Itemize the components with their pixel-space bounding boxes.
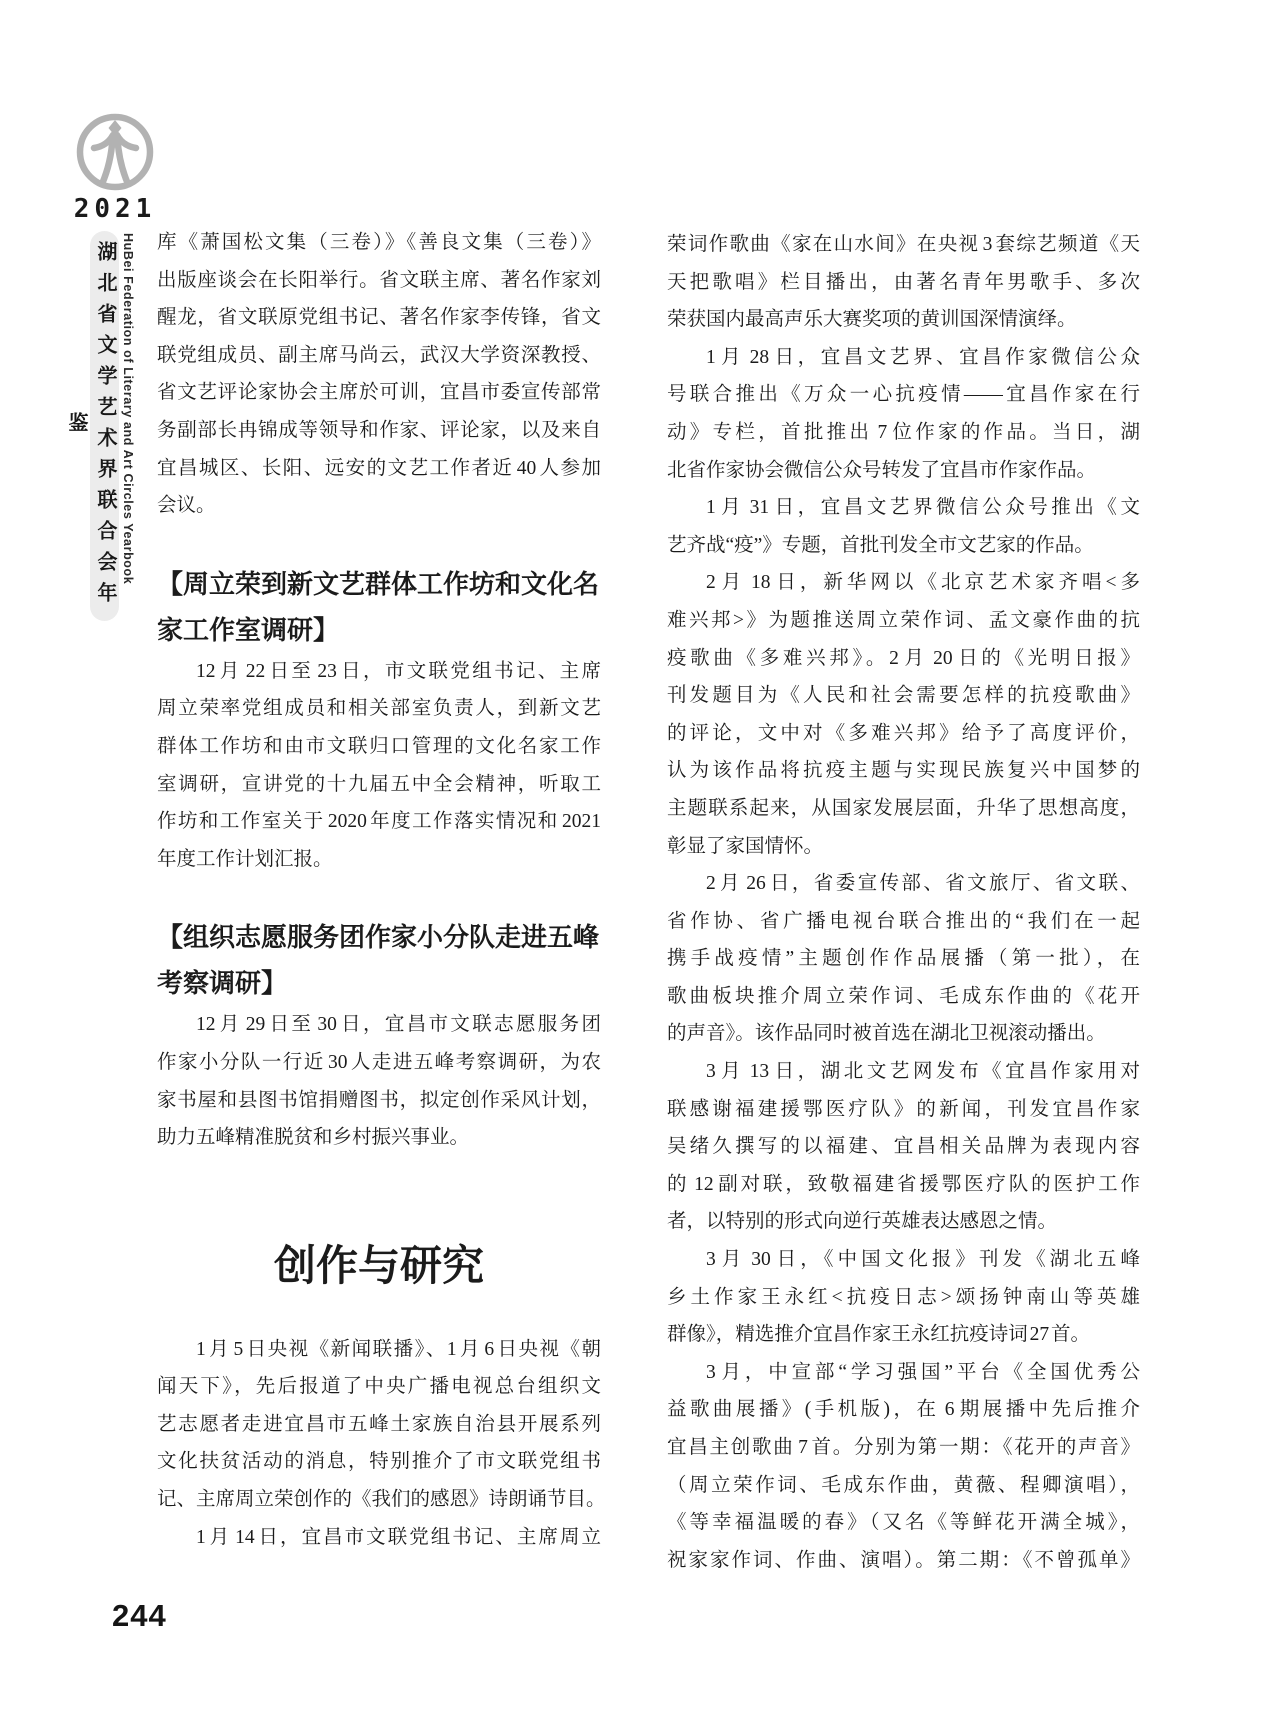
text-line: 闻天下》，先后报道了中央广播电视总台组织文 bbox=[157, 1376, 601, 1398]
body-paragraph bbox=[157, 1006, 601, 1156]
text-line: 家工作室调研】 bbox=[157, 614, 340, 645]
sidebar-title-english: HuBei Federation of Literary and Art Circles Yearbook bbox=[121, 233, 135, 585]
section-heading bbox=[157, 914, 601, 1006]
text-line: 创作与研究 bbox=[273, 1241, 484, 1289]
text-line: 考察调研】 bbox=[157, 968, 288, 999]
text-line: 作家小分队一行近 30 人走进五峰考察调研，为农 bbox=[157, 1051, 601, 1073]
text-line: 3 月，中宣部“学习强国”平台《全国优秀公 bbox=[706, 1361, 1140, 1383]
text-line: 宜昌城区、长阳、远安的文艺工作者近 40 人参加 bbox=[157, 457, 601, 479]
text-line: 省作协、省广播电视台联合推出的“我们在一起 bbox=[667, 910, 1140, 932]
body-paragraph bbox=[157, 1331, 606, 1519]
body-paragraph bbox=[667, 339, 1140, 489]
text-line: 3 月 30 日，《中国文化报》刊发《湖北五峰 bbox=[706, 1249, 1140, 1271]
text-line: 的声音》。该作品同时被首选在湖北卫视滚动播出。 bbox=[667, 1023, 1106, 1045]
body-paragraph bbox=[157, 224, 601, 525]
text-line: 动》专栏，首批推出 7 位作家的作品。当日，湖 bbox=[667, 421, 1140, 443]
text-line: 的评论，文中对《多难兴邦》给予了高度评价， bbox=[667, 722, 1140, 744]
text-line: 【组织志愿服务团作家小分队走进五峰 bbox=[157, 922, 600, 953]
text-line: 文化扶贫活动的消息，特别推介了市文联党组书 bbox=[157, 1451, 601, 1473]
text-line: （周立荣作词、毛成东作曲，黄薇、程卿演唱）， bbox=[667, 1474, 1140, 1496]
text-line: 醒龙，省文联原党组书记、著名作家李传锋，省文 bbox=[157, 307, 601, 329]
text-line: 祝家家作词、作曲、演唱）。第二期：《不曾孤单》 bbox=[667, 1549, 1140, 1571]
text-line: 《等幸福温暖的春》（又名《等鲜花开满全城》， bbox=[667, 1512, 1140, 1534]
text-line: 群体工作坊和由市文联归口管理的文化名家工作 bbox=[157, 735, 601, 757]
text-line: 艺齐战“疫”》专题，首批刊发全市文艺家的作品。 bbox=[667, 534, 1094, 556]
text-line: 会议。 bbox=[157, 495, 216, 517]
text-line: 【周立荣到新文艺群体工作坊和文化名 bbox=[157, 568, 600, 599]
text-line: 乡土作家王永红<抗疫日志>颂扬钟南山等英雄 bbox=[667, 1286, 1140, 1308]
text-line: 联党组成员、副主席马尚云，武汉大学资深教授、 bbox=[157, 344, 601, 366]
body-paragraph bbox=[667, 564, 1140, 865]
text-line: 北省作家协会微信公众号转发了宜昌市作家作品。 bbox=[667, 459, 1097, 481]
body-paragraph bbox=[667, 1053, 1140, 1241]
text-line: 认为该作品将抗疫主题与实现民族复兴中国梦的 bbox=[667, 760, 1140, 782]
text-line: 2 月 18 日，新华网以《北京艺术家齐唱<多 bbox=[706, 572, 1140, 594]
text-line: 省文艺评论家协会主席於可训，宜昌市委宣传部常 bbox=[157, 382, 601, 404]
text-line: 1 月 28 日，宜昌文艺界、宜昌作家微信公众 bbox=[706, 346, 1140, 368]
text-line: 号联合推出《万众一心抗疫情——宜昌作家在行 bbox=[667, 384, 1140, 406]
text-line: 家书屋和县图书馆捐赠图书，拟定创作采风计划， bbox=[157, 1089, 601, 1111]
yearbook-logo-block bbox=[70, 108, 160, 224]
text-line: 1 月 5 日央视《新闻联播》、1 月 6 日央视《朝 bbox=[196, 1338, 601, 1360]
section-title bbox=[157, 1237, 601, 1295]
text-line: 天把歌唱》栏目播出，由著名青年男歌手、多次 bbox=[667, 271, 1140, 293]
body-paragraph bbox=[667, 489, 1140, 564]
text-line: 年度工作计划汇报。 bbox=[157, 848, 333, 870]
text-line: 难兴邦>》为题推送周立荣作词、孟文豪作曲的抗 bbox=[667, 609, 1140, 631]
text-line: 联感谢福建援鄂医疗队》的新闻，刊发宜昌作家 bbox=[667, 1098, 1140, 1120]
body-paragraph bbox=[667, 226, 1140, 339]
text-line: 助力五峰精准脱贫和乡村振兴事业。 bbox=[157, 1127, 470, 1149]
body-paragraph bbox=[667, 1241, 1140, 1354]
text-line: 荣词作歌曲《家在山水间》在央视 3 套综艺频道《天 bbox=[667, 234, 1140, 255]
body-paragraph bbox=[157, 653, 601, 879]
text-line: 3 月 13 日，湖北文艺网发布《宜昌作家用对 bbox=[706, 1061, 1140, 1083]
text-line: 疫歌曲《多难兴邦》。2 月 20 日的《光明日报》 bbox=[667, 647, 1140, 669]
text-line: 艺志愿者走进宜昌市五峰土家族自治县开展系列 bbox=[157, 1413, 601, 1435]
cflac-logo-icon bbox=[74, 108, 156, 192]
text-line: 刊发题目为《人民和社会需要怎样的抗疫歌曲》 bbox=[667, 685, 1140, 707]
text-line: 歌曲板块推介周立荣作词、毛成东作曲的《花开 bbox=[667, 985, 1140, 1007]
logo-year-label: 2021 bbox=[73, 194, 157, 224]
text-line: 者，以特别的形式向逆行英雄表达感恩之情。 bbox=[667, 1211, 1058, 1233]
text-line: 记、主席周立荣创作的《我们的感恩》诗朗诵节目。 bbox=[157, 1489, 606, 1511]
text-line: 1 月 14 日，宜昌市文联党组书记、主席周立 bbox=[196, 1526, 601, 1548]
text-line: 库《萧国松文集（三卷）》《善良文集（三卷）》 bbox=[157, 232, 601, 253]
text-line: 务副部长冉锦成等领导和作家、评论家，以及来自 bbox=[157, 419, 601, 441]
text-line: 的 12 副对联，致敬福建省援鄂医疗队的医护工作 bbox=[667, 1173, 1140, 1195]
body-paragraph bbox=[667, 865, 1140, 1053]
body-paragraph bbox=[667, 1354, 1140, 1580]
text-line: 室调研，宣讲党的十九届五中全会精神，听取工 bbox=[157, 773, 601, 795]
body-paragraph bbox=[157, 1519, 601, 1557]
text-line: 群像》，精选推介宜昌作家王永红抗疫诗词 27 首。 bbox=[667, 1324, 1091, 1346]
text-line: 吴绪久撰写的以福建、宜昌相关品牌为表现内容 bbox=[667, 1136, 1140, 1158]
section-heading bbox=[157, 561, 601, 653]
text-line: 12 月 29 日至 30 日，宜昌市文联志愿服务团 bbox=[196, 1014, 601, 1036]
text-line: 出版座谈会在长阳举行。省文联主席、著名作家刘 bbox=[157, 269, 601, 291]
text-line: 彰显了家国情怀。 bbox=[667, 835, 824, 857]
right-column bbox=[667, 226, 1140, 1579]
text-line: 荣获国内最高声乐大赛奖项的黄训国深情演绎。 bbox=[667, 309, 1077, 331]
sidebar-title-chinese: 湖北省文学艺术界联合会年鉴 bbox=[65, 241, 116, 613]
text-line: 携手战疫情”主题创作作品展播（第一批），在 bbox=[667, 948, 1140, 970]
text-line: 12 月 22 日至 23 日，市文联党组书记、主席 bbox=[196, 660, 601, 682]
text-line: 1 月 31 日，宜昌文艺界微信公众号推出《文 bbox=[706, 497, 1140, 519]
page-number: 244 bbox=[112, 1598, 167, 1633]
left-column bbox=[157, 224, 606, 1556]
text-line: 益歌曲展播》(手机版)，在 6 期展播中先后推介 bbox=[667, 1399, 1140, 1421]
text-line: 宜昌主创歌曲 7 首。分别为第一期：《花开的声音》 bbox=[667, 1437, 1140, 1458]
text-line: 作坊和工作室关于 2020 年度工作落实情况和 2021 bbox=[157, 811, 601, 833]
text-line: 2 月 26 日，省委宣传部、省文旅厅、省文联、 bbox=[706, 873, 1140, 895]
text-line: 周立荣率党组成员和相关部室负责人，到新文艺 bbox=[157, 698, 601, 720]
text-line: 主题联系起来，从国家发展层面，升华了思想高度， bbox=[667, 797, 1140, 819]
